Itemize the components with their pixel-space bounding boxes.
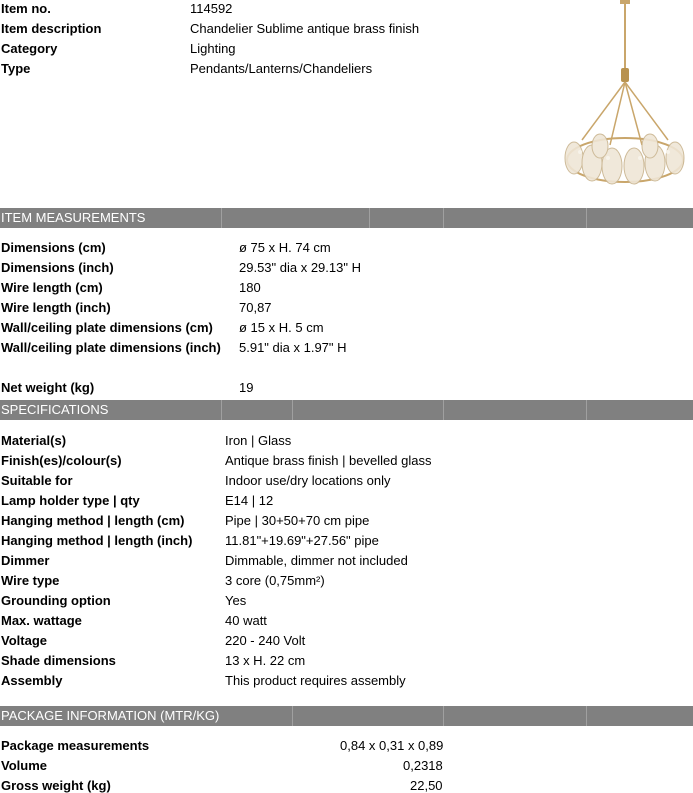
wire-length-inch-label: Wire length (inch): [1, 300, 111, 315]
item-description-label: Item description: [1, 21, 102, 36]
item-measurements-header: [0, 208, 693, 228]
item-description-value: Chandelier Sublime antique brass finish: [190, 21, 420, 36]
suitable-for-label: Suitable for: [1, 473, 73, 488]
band-divider: [586, 706, 587, 726]
grounding-value: Yes: [225, 593, 247, 608]
net-weight-value: 19: [239, 380, 254, 395]
material-label: Material(s): [1, 433, 67, 448]
plate-dimensions-inch-label: Wall/ceiling plate dimensions (inch): [1, 340, 221, 355]
wire-length-inch-value: 70,87: [239, 300, 272, 315]
category-value: Lighting: [190, 41, 236, 56]
material-value: Iron | Glass: [225, 433, 292, 448]
volume-value: 0,2318: [403, 758, 443, 773]
dimmer-value: Dimmable, dimmer not included: [225, 553, 408, 568]
product-photo: [560, 0, 693, 193]
wire-type-label: Wire type: [1, 573, 60, 588]
volume-label: Volume: [1, 758, 47, 773]
band-divider: [586, 400, 587, 420]
type-label: Type: [1, 61, 31, 76]
wire-length-cm-value: 180: [239, 280, 261, 295]
plate-dimensions-cm-label: Wall/ceiling plate dimensions (cm): [1, 320, 213, 335]
plate-dimensions-inch-value: 5.91" dia x 1.97" H: [239, 340, 347, 355]
voltage-label: Voltage: [1, 633, 47, 648]
hanging-method-cm-value: Pipe | 30+50+70 cm pipe: [225, 513, 370, 528]
dimensions-inch-value: 29.53" dia x 29.13" H: [239, 260, 361, 275]
finish-label: Finish(es)/colour(s): [1, 453, 122, 468]
assembly-label: Assembly: [1, 673, 63, 688]
plate-dimensions-cm-value: ø 15 x H. 5 cm: [239, 320, 324, 335]
package-information-title: PACKAGE INFORMATION (MTR/KG): [1, 708, 220, 723]
suitable-for-value: Indoor use/dry locations only: [225, 473, 391, 488]
wire-length-cm-label: Wire length (cm): [1, 280, 103, 295]
item-measurements-title: ITEM MEASUREMENTS: [1, 210, 146, 225]
net-weight-label: Net weight (kg): [1, 380, 95, 395]
hanging-method-inch-value: 11.81"+19.69"+27.56" pipe: [225, 533, 379, 548]
package-measurements-label: Package measurements: [1, 738, 150, 753]
band-divider: [443, 706, 444, 726]
band-divider: [221, 400, 222, 420]
item-no-value: 114592: [190, 1, 233, 16]
wire-type-value: 3 core (0,75mm²): [225, 573, 325, 588]
band-divider: [443, 400, 444, 420]
finish-value: Antique brass finish | bevelled glass: [225, 453, 432, 468]
package-information-header: [0, 706, 693, 726]
band-divider: [443, 208, 444, 228]
max-wattage-label: Max. wattage: [1, 613, 82, 628]
dimensions-inch-label: Dimensions (inch): [1, 260, 114, 275]
specifications-title: SPECIFICATIONS: [1, 402, 109, 417]
category-label: Category: [1, 41, 58, 56]
dimmer-label: Dimmer: [1, 553, 50, 568]
band-divider: [292, 706, 293, 726]
band-divider: [292, 400, 293, 420]
gross-weight-label: Gross weight (kg): [1, 778, 111, 793]
band-divider: [221, 208, 222, 228]
package-measurements-value: 0,84 x 0,31 x 0,89: [340, 738, 444, 753]
hanging-method-cm-label: Hanging method | length (cm): [1, 513, 185, 528]
specifications-header: [0, 400, 693, 420]
assembly-value: This product requires assembly: [225, 673, 406, 688]
max-wattage-value: 40 watt: [225, 613, 267, 628]
band-divider: [369, 208, 370, 228]
lamp-holder-label: Lamp holder type | qty: [1, 493, 140, 508]
lamp-holder-value: E14 | 12: [225, 493, 274, 508]
grounding-label: Grounding option: [1, 593, 111, 608]
shade-dimensions-value: 13 x H. 22 cm: [225, 653, 306, 668]
type-value: Pendants/Lanterns/Chandeliers: [190, 61, 373, 76]
dimensions-cm-value: ø 75 x H. 74 cm: [239, 240, 331, 255]
gross-weight-value: 22,50: [410, 778, 443, 793]
dimensions-cm-label: Dimensions (cm): [1, 240, 106, 255]
band-divider: [586, 208, 587, 228]
hanging-method-inch-label: Hanging method | length (inch): [1, 533, 193, 548]
shade-dimensions-label: Shade dimensions: [1, 653, 116, 668]
voltage-value: 220 - 240 Volt: [225, 633, 306, 648]
item-no-label: Item no.: [1, 1, 51, 16]
